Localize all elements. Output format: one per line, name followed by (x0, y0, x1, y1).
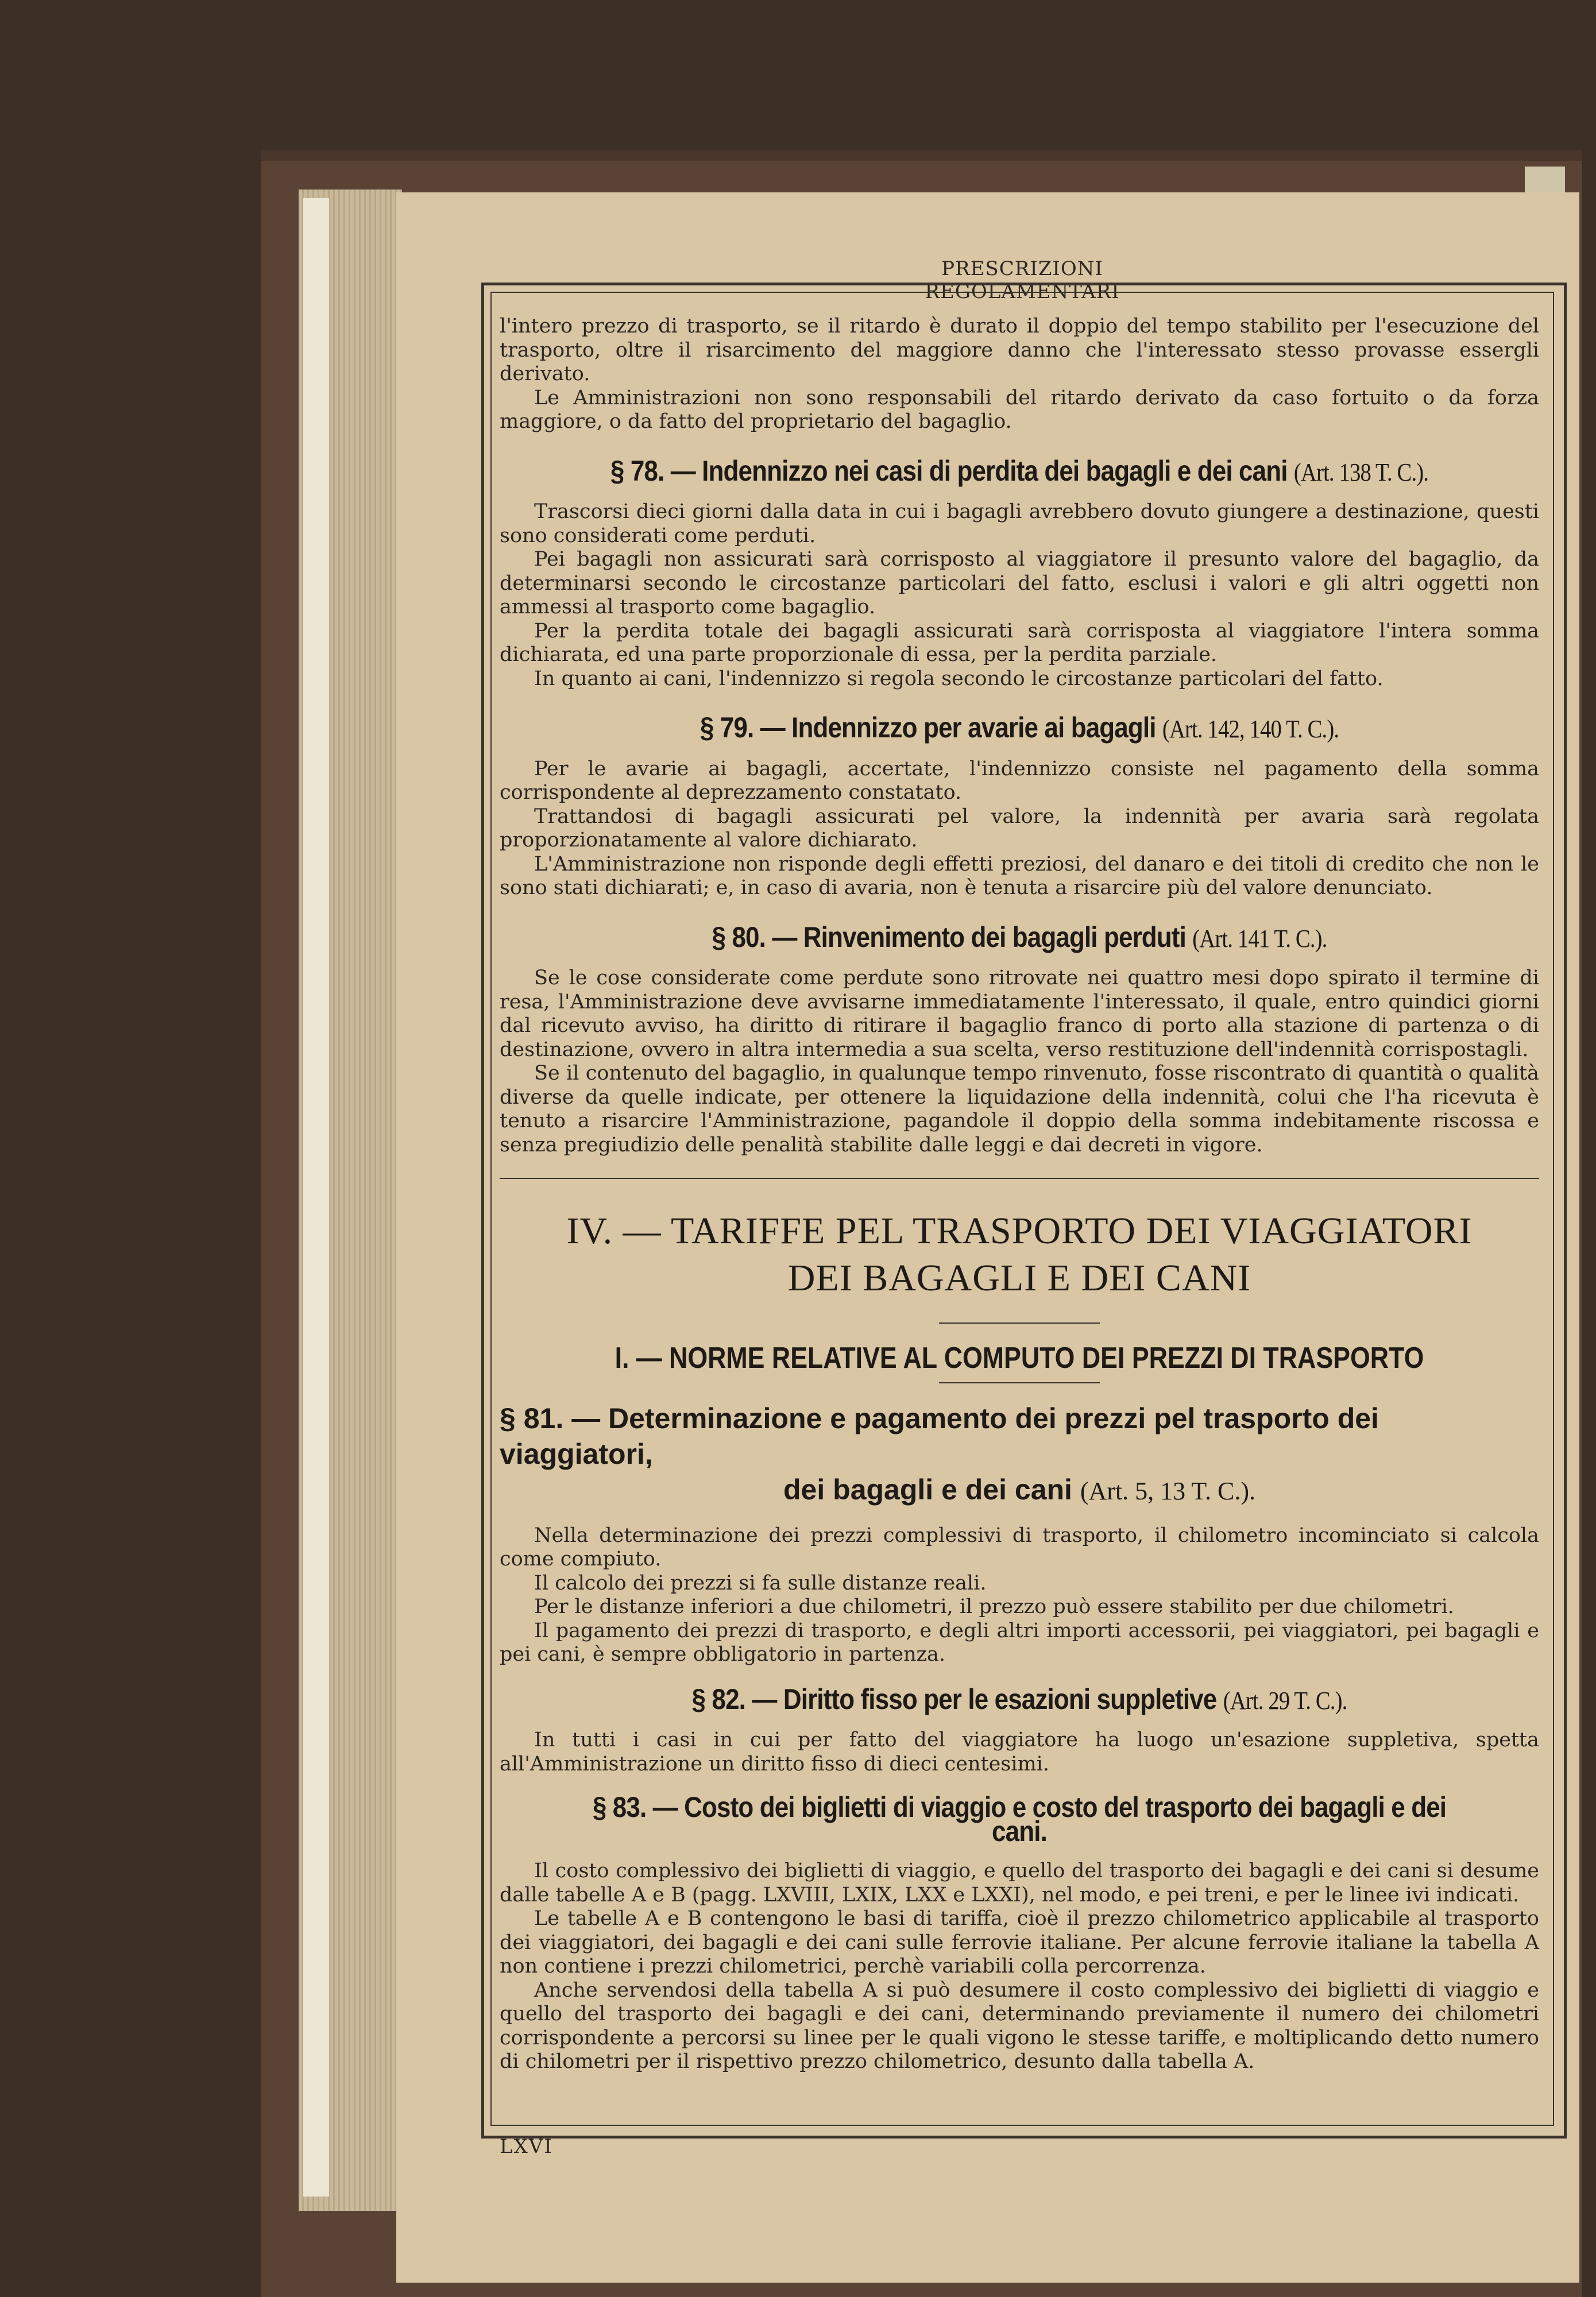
section-83-paragraph-3: Anche servendosi della tabella A si può desumere il costo complessivo dei biglietti di viaggio e quello del trasporto dei bagagli e dei cani, determinando previamente il numero dei chilometri corrispondente a percorsi su linee per le quali vigono le stesse tariffe, e moltiplicando detto numero di chilometri per il rispettivo prezzo chilometrico, desunto dalla tabella A. (500, 1978, 1539, 2073)
page-number: LXVI (500, 2135, 553, 2158)
section-83-paragraph-2: Le tabelle A e B contengono le basi di tariffa, cioè il prezzo chilometrico applicabile al trasporto dei viaggiatori, dei bagagli e dei cani sulle ferrovie italiane. Per alcune ferrovie italiane la tabella A non contiene i prezzi chilometrici, perchè variabili colla percorrenza. (500, 1907, 1539, 1978)
section-81-ref: (Art. 5, 13 T. C.). (1080, 1476, 1255, 1505)
section-78-paragraph-1: Trascorsi dieci giorni dalla data in cui i bagagli avrebbero dovuto giungere a destinazione, questi sono considerati come perduti. (500, 500, 1539, 547)
page-body (500, 315, 1539, 2074)
section-78-paragraph-4: In quanto ai cani, l'indennizzo si regola secondo le circostanze particolari del fatto. (534, 667, 1384, 690)
page-edge-white (303, 198, 329, 2197)
section-divider (500, 1178, 1539, 1179)
section-81-paragraph-1: Nella determinazione dei prezzi complessivi di trasporto, il chilometro incominciato si calcola come compiuto. (500, 1523, 1539, 1571)
section-80-ref: (Art. 141 T. C.). (1192, 924, 1327, 953)
section-79-paragraph-1: Per le avarie ai bagagli, accertate, l'indennizzo consiste nel pagamento della somma corrispondente al deprezzamento constatato. (500, 757, 1539, 804)
section-78-paragraph-3: Per la perdita totale dei bagagli assicurati sarà corrisposta al viaggiatore l'intera somma dichiarata, ed una parte proporzionale di essa, per la perdita parziale. (500, 619, 1539, 666)
section-79-paragraph-3: L'Amministrazione non risponde degli effetti preziosi, del danaro e dei titoli di credito che non le sono stati dichiarati; e, in caso di avaria, non è tenuta a risarcire più del valore denunciato. (500, 852, 1539, 899)
section-81-paragraph-3: Per le distanze inferiori a due chilometri, il prezzo può essere stabilito per due chilometri. (534, 1595, 1454, 1618)
part-title-line-1: IV. — TARIFFE PEL TRASPORTO DEI VIAGGIATORI (566, 1210, 1473, 1252)
section-79-heading (562, 711, 1477, 744)
running-head: PRESCRIZIONI REGOLAMENTARI (925, 257, 1120, 303)
section-82-paragraph-1: In tutti i casi in cui per fatto del viaggiatore ha luogo un'esazione suppletiva, spetta all'Amministrazione un diritto fisso di dieci centesimi. (500, 1728, 1539, 1776)
section-81-paragraph-2: Il calcolo dei prezzi si fa sulle distanze reali. (534, 1571, 987, 1595)
intro-paragraph-1: l'intero prezzo di trasporto, se il ritardo è durato il doppio del tempo stabilito per l'esecuzione del trasporto, oltre il risarcimento del maggiore danno che l'interessato stesso provasse essergli derivato. (500, 315, 1539, 385)
section-81-title-line-1: § 81. — Determinazione e pagamento dei prezzi pel trasporto dei viaggiatori, (500, 1402, 1379, 1470)
section-78-title: § 78. — Indennizzo nei casi di perdita dei bagagli e dei cani (610, 454, 1288, 487)
section-80-heading (562, 921, 1477, 953)
section-82-title: § 82. — Diritto fisso per le esazioni suppletive (691, 1683, 1217, 1715)
cover-top-edge (261, 150, 1582, 161)
section-79-ref: (Art. 142, 140 T. C.). (1162, 715, 1339, 743)
section-82-heading (562, 1683, 1477, 1715)
section-79-paragraph-2: Trattandosi di bagagli assicurati pel valore, la indennità per avaria sarà regolata proporzionatamente al valore dichiarato. (500, 805, 1539, 852)
section-78-heading (562, 454, 1477, 487)
section-83-paragraph-1: Il costo complessivo dei biglietti di viaggio, e quello del trasporto dei bagagli e dei cani si desume dalle tabelle A e B (pagg. LXVIII, LXIX, LXX e LXXI), nel modo, e pei treni, e per le linee ivi indicati. (500, 1859, 1539, 1907)
section-79-title: § 79. — Indennizzo per avarie ai bagagli (700, 711, 1156, 744)
section-78-ref: (Art. 138 T. C.). (1293, 458, 1429, 486)
section-81-paragraph-4: Il pagamento dei prezzi di trasporto, e degli altri importi accessorii, pei viaggiatori, pei bagagli e pei cani, è sempre obbligatorio in partenza. (500, 1619, 1539, 1666)
section-81-heading (500, 1401, 1539, 1509)
subsection-title: I. — NORME RELATIVE AL COMPUTO DEI PREZZI DI TRASPORTO (615, 1341, 1424, 1375)
section-82-ref: (Art. 29 T. C.). (1223, 1686, 1347, 1715)
title-rule (939, 1322, 1100, 1324)
section-80-paragraph-2: Se il contenuto del bagaglio, in qualunque tempo rinvenuto, fosse riscontrato di quantità o qualità diverse da quelle indicate, per ottenere la liquidazione della indennità, colui che l'ha ricevuta è tenuto a risarcire l'Amministrazione, pagandole il doppio della somma indebitamente riscossa e senza pregiudizio delle penalità stabilite dalle leggi e dai decreti in vigore. (500, 1062, 1539, 1157)
section-83-heading: § 83. — Costo dei biglietti di viaggio e costo del trasporto dei bagagli e dei cani. (592, 1791, 1447, 1847)
section-80-title: § 80. — Rinvenimento dei bagagli perduti (712, 921, 1186, 953)
part-title-line-2: DEI BAGAGLI E DEI CANI (787, 1257, 1251, 1299)
subsection-rule (939, 1382, 1100, 1383)
section-81-title-line-2: dei bagagli e dei cani (783, 1473, 1072, 1506)
section-80-paragraph-1: Se le cose considerate come perdute sono ritrovate nei quattro mesi dopo spirato il termine di resa, l'Amministrazione deve avvisarne immediatamente l'interessato, il quale, entro quindici giorni dal ricevuto avviso, ha diritto di ritirare il bagaglio franco di porto alla stazione di partenza o di destinazione, ovvero in altra intermedia a sua scelta, verso restituzione dell'indennità corrispostagli. (500, 966, 1539, 1061)
intro-paragraph-2: Le Amministrazioni non sono responsabili del ritardo derivato da caso fortuito o da forza maggiore, o da fatto del proprietario del bagaglio. (500, 386, 1539, 433)
section-78-paragraph-2: Pei bagagli non assicurati sarà corrisposto al viaggiatore il presunto valore del bagaglio, da determinarsi secondo le circostanze particolari del fatto, esclusi i valori e gli altri oggetti non ammessi al trasporto come bagaglio. (500, 548, 1539, 618)
